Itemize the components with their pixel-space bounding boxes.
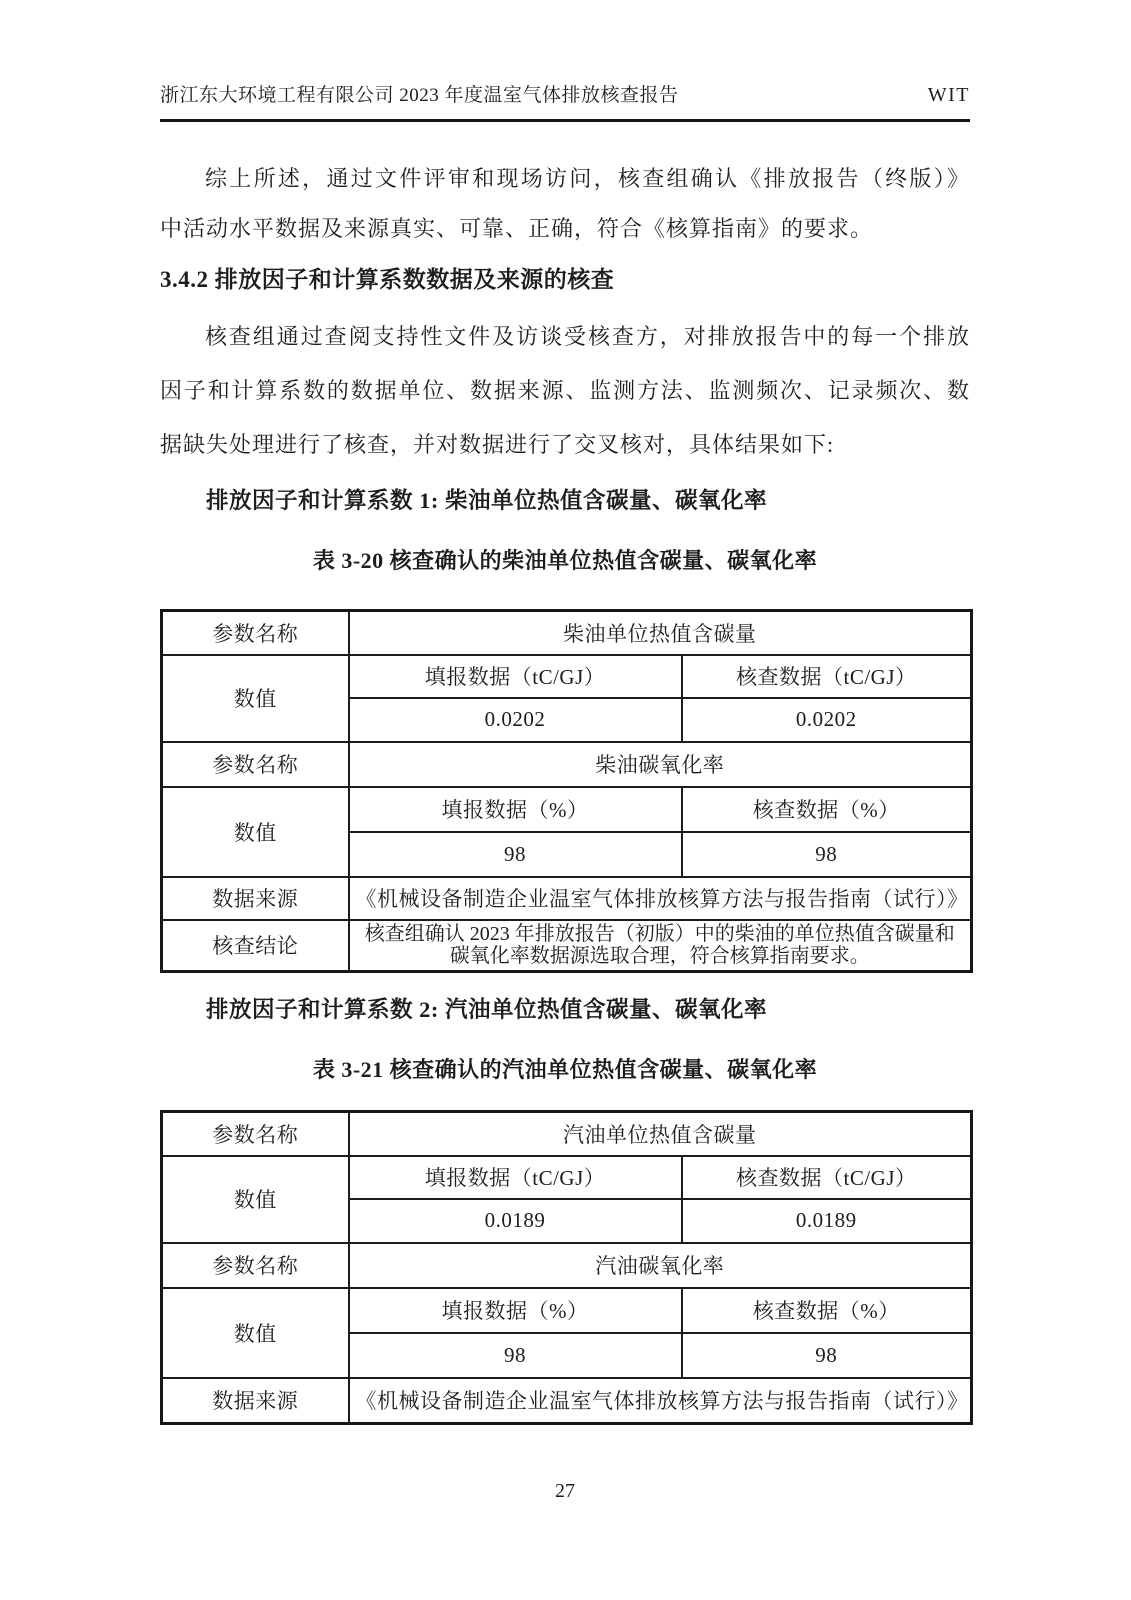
page-content — [160, 0, 970, 1503]
reported-header-cell: 填报数据（tC/GJ） — [349, 655, 682, 698]
reported-header-cell: 填报数据（%） — [349, 787, 682, 832]
source-label-cell: 数据来源 — [162, 877, 349, 920]
verified-header-cell: 核查数据（tC/GJ） — [682, 1156, 972, 1199]
table-row — [162, 877, 972, 920]
value-label-cell: 数值 — [162, 1288, 349, 1378]
value-label-cell: 数值 — [162, 787, 349, 877]
param-value-cell: 柴油碳氧化率 — [349, 742, 972, 787]
param-value-cell: 汽油单位热值含碳量 — [349, 1112, 972, 1156]
table-row — [162, 611, 972, 655]
body-text-line: 核查组通过查阅支持性文件及访谈受核查方，对排放报告中的每一个排放 — [205, 324, 970, 349]
factor2-heading: 排放因子和计算系数 2: 汽油单位热值含碳量、碳氧化率 — [206, 997, 767, 1022]
page-header — [160, 0, 970, 122]
conclusion-text-cell: 核查组确认 2023 年排放报告（初版）中的柴油的单位热值含碳量和碳氧化率数据源选取合理，符合核算指南要求。 — [349, 920, 972, 972]
table-row — [162, 787, 972, 832]
page-number: 27 — [555, 1480, 575, 1502]
table-row — [162, 1243, 972, 1288]
body-text-line: 据缺失处理进行了核查，并对数据进行了交叉核对，具体结果如下: — [160, 432, 835, 457]
body-text-line: 综上所述，通过文件评审和现场访问，核查组确认《排放报告（终版）》 — [205, 166, 970, 191]
table-3-21 — [160, 1110, 973, 1425]
param-label-cell: 参数名称 — [162, 611, 349, 655]
source-label-cell: 数据来源 — [162, 1378, 349, 1424]
body-text-line: 中活动水平数据及来源真实、可靠、正确，符合《核算指南》的要求。 — [160, 216, 874, 241]
verified-header-cell: 核查数据（%） — [682, 787, 972, 832]
param-value-cell: 柴油单位热值含碳量 — [349, 611, 972, 655]
header-title: 浙江东大环境工程有限公司 2023 年度温室气体排放核查报告 — [160, 85, 679, 106]
table-row — [162, 1288, 972, 1333]
value-label-cell: 数值 — [162, 1156, 349, 1243]
reported-header-cell: 填报数据（%） — [349, 1288, 682, 1333]
reported-value-cell: 0.0202 — [349, 698, 682, 742]
verified-value-cell: 0.0202 — [682, 698, 972, 742]
header-brand-logo: WIT — [927, 84, 970, 106]
verified-value-cell: 0.0189 — [682, 1199, 972, 1243]
source-value-cell: 《机械设备制造企业温室气体排放核算方法与报告指南（试行）》 — [349, 1378, 972, 1424]
param-label-cell: 参数名称 — [162, 1112, 349, 1156]
reported-value-cell: 98 — [349, 1333, 682, 1378]
verified-header-cell: 核查数据（tC/GJ） — [682, 655, 972, 698]
table-3-20 — [160, 609, 973, 973]
table-row — [162, 920, 972, 972]
verified-value-cell: 98 — [682, 1333, 972, 1378]
reported-header-cell: 填报数据（tC/GJ） — [349, 1156, 682, 1199]
table-row — [162, 655, 972, 698]
intro-paragraph — [160, 154, 970, 254]
table-row — [162, 742, 972, 787]
table-row — [162, 1112, 972, 1156]
param-label-cell: 参数名称 — [162, 742, 349, 787]
body-paragraph — [160, 310, 970, 472]
reported-value-cell: 98 — [349, 832, 682, 877]
source-value-cell: 《机械设备制造企业温室气体排放核算方法与报告指南（试行）》 — [349, 877, 972, 920]
verified-header-cell: 核查数据（%） — [682, 1288, 972, 1333]
verified-value-cell: 98 — [682, 832, 972, 877]
param-label-cell: 参数名称 — [162, 1243, 349, 1288]
param-value-cell: 汽油碳氧化率 — [349, 1243, 972, 1288]
table-row — [162, 1378, 972, 1424]
conclusion-label-cell: 核查结论 — [162, 920, 349, 972]
table21-caption: 表 3-21 核查确认的汽油单位热值含碳量、碳氧化率 — [312, 1057, 818, 1082]
factor1-heading: 排放因子和计算系数 1: 柴油单位热值含碳量、碳氧化率 — [206, 488, 767, 513]
value-label-cell: 数值 — [162, 655, 349, 742]
reported-value-cell: 0.0189 — [349, 1199, 682, 1243]
body-text-line: 因子和计算系数的数据单位、数据来源、监测方法、监测频次、记录频次、数 — [160, 378, 970, 403]
table20-caption: 表 3-20 核查确认的柴油单位热值含碳量、碳氧化率 — [312, 548, 818, 573]
table-row — [162, 1156, 972, 1199]
section-heading: 3.4.2 排放因子和计算系数数据及来源的核查 — [160, 267, 615, 292]
